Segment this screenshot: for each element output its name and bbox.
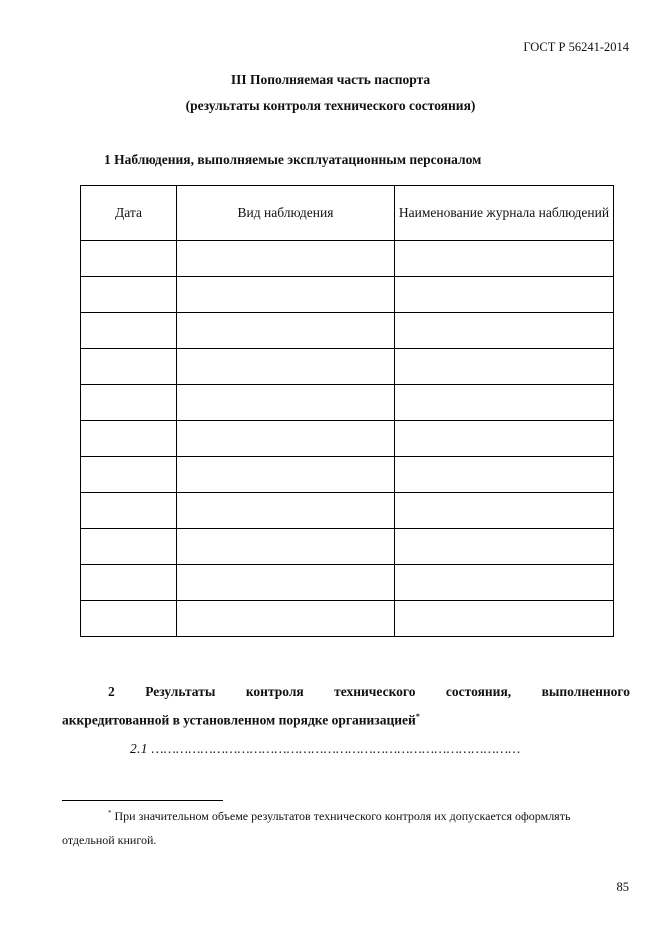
table-cell[interactable] [177,241,395,277]
table-cell[interactable] [395,349,614,385]
footnote-line1 [108,809,570,824]
table-row [81,349,614,385]
table-cell[interactable] [177,385,395,421]
section-2-title-line1 [62,684,630,700]
section-2-word: Результаты [145,684,216,699]
table-cell[interactable] [81,529,177,565]
table-cell[interactable] [81,457,177,493]
table-cell[interactable] [395,601,614,637]
table-cell[interactable] [81,385,177,421]
table-row [81,313,614,349]
section-2-word: контроля [245,684,304,699]
table-cell[interactable] [177,421,395,457]
table-cell[interactable] [395,565,614,601]
table-cell[interactable] [81,313,177,349]
section-1-title: 1 Наблюдения, выполняемые эксплуатационным персоналом [104,152,482,167]
table-row [81,565,614,601]
column-header-journal-name: Наименование журнала наблюдений [395,186,614,241]
table-cell[interactable] [177,349,395,385]
table-cell[interactable] [177,457,395,493]
table-cell[interactable] [177,313,395,349]
table-cell[interactable] [395,241,614,277]
table-row [81,277,614,313]
table-row [81,601,614,637]
table-cell[interactable] [177,493,395,529]
section-2-number: 2 [108,684,115,699]
table-row [81,385,614,421]
section-2-word: технического [334,684,416,699]
table-row [81,493,614,529]
table-cell[interactable] [395,493,614,529]
table-cell[interactable] [81,493,177,529]
table-cell[interactable] [177,565,395,601]
table-row [81,457,614,493]
section-2-word: состояния, [445,684,512,699]
table-cell[interactable] [81,241,177,277]
footnote-mark: * [108,809,112,817]
section-2-title-line2 [62,712,630,729]
column-header-observation-type: Вид наблюдения [177,186,395,241]
footnote-line2: отдельной книгой. [62,833,157,847]
table-row [81,529,614,565]
standard-number: ГОСТ Р 56241-2014 [523,40,629,54]
section-2-title-continuation: аккредитованной в установленном порядке организацией [62,712,416,728]
part-subtitle: (результаты контроля технического состояния) [185,98,476,113]
table-cell[interactable] [177,277,395,313]
section-2-word: выполненного [541,684,630,699]
column-header-date: Дата [81,186,177,241]
footnote-divider [62,800,223,801]
table-cell[interactable] [81,601,177,637]
observations-table [80,185,614,637]
table-cell[interactable] [81,277,177,313]
table-cell[interactable] [395,313,614,349]
footnote-reference: * [415,712,420,721]
page-number: 85 [616,880,629,894]
subsection-2-1: 2.1 ……………………………………………………………………………… [130,741,521,756]
table-cell[interactable] [395,457,614,493]
table-cell[interactable] [395,385,614,421]
table-cell[interactable] [395,421,614,457]
table-cell[interactable] [177,601,395,637]
table-cell[interactable] [395,529,614,565]
table-cell[interactable] [395,277,614,313]
table-cell[interactable] [81,565,177,601]
table-row [81,241,614,277]
footnote-text: При значительном объеме результатов технического контроля их допускается оформлять [111,809,571,823]
table-header-row [81,186,614,241]
table-row [81,421,614,457]
part-title: III Пополняемая часть паспорта [230,72,431,87]
table-cell[interactable] [177,529,395,565]
table-cell[interactable] [81,421,177,457]
table-cell[interactable] [81,349,177,385]
